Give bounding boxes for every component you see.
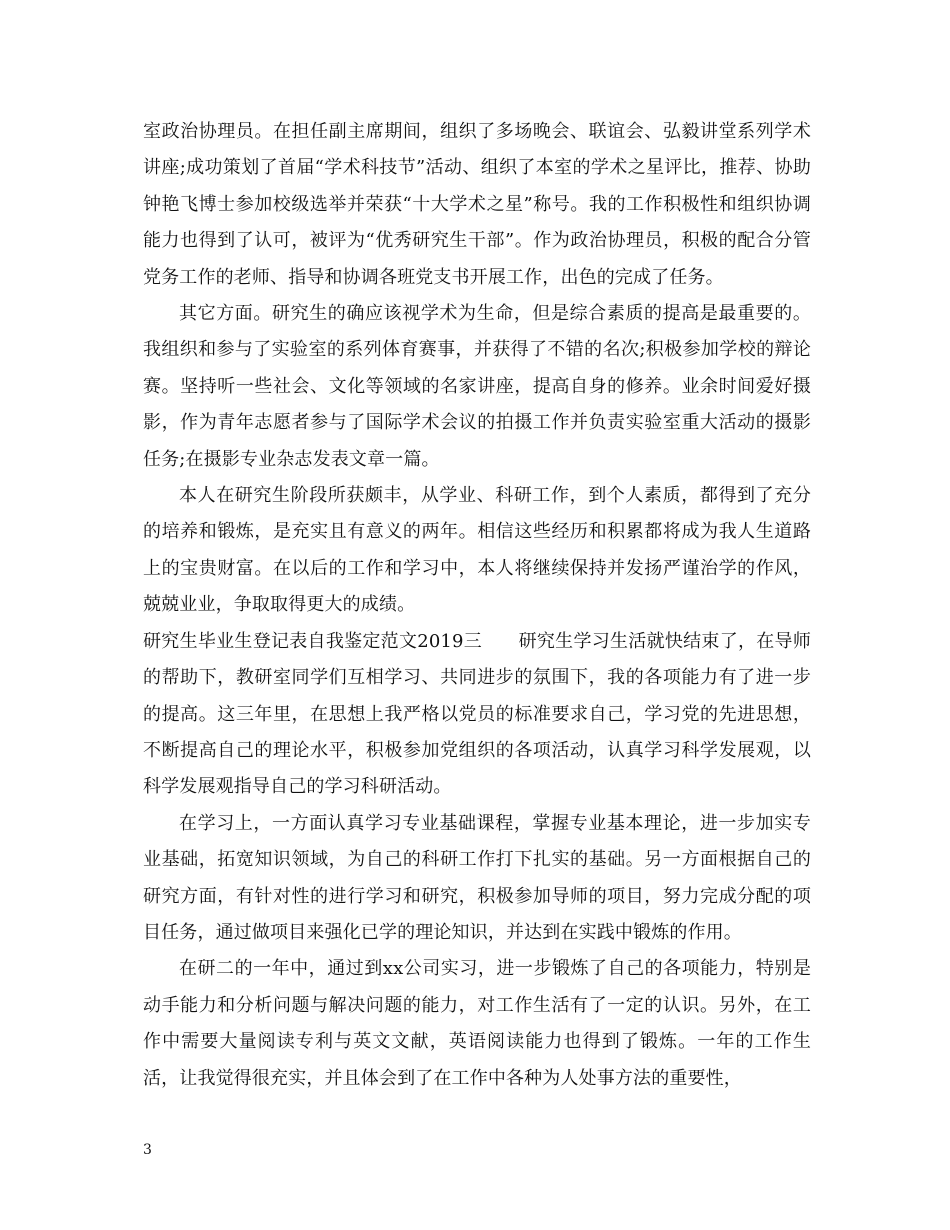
paragraph: 在学习上，一方面认真学习专业基础课程，掌握专业基本理论，进一步加实专业基础，拓宽知识领域，为自己的科研工作打下扎实的基础。另一方面根据自己的研究方面，有针对性的进行学习和研究，积极参加导师的项目，努力完成分配的项目任务，通过做项目来强化已学的理论知识，并达到在实践中锻炼的作用。 (143, 812, 811, 943)
body-text (143, 114, 811, 1097)
paragraph: 其它方面。研究生的确应该视学术为生命，但是综合素质的提高是最重要的。我组织和参与了实验室的系列体育赛事，并获得了不错的名次;积极参加学校的辩论赛。坚持听一些社会、文化等领域的名家讲座，提高自身的修养。业余时间爱好摄影，作为青年志愿者参与了国际学术会议的拍摄工作并负责实验室重大活动的摄影任务;在摄影专业杂志发表文章一篇。 (143, 303, 811, 470)
paragraph: 本人在研究生阶段所获颇丰，从学业、科研工作，到个人素质，都得到了充分的培养和锻炼，是充实且有意义的两年。相信这些经历和积累都将成为我人生道路上的宝贵财富。在以后的工作和学习中，本人将继续保持并发扬严谨治学的作风，兢兢业业，争取取得更大的成绩。 (143, 485, 811, 616)
paragraph: 研究生毕业生登记表自我鉴定范文2019三 研究生学习生活就快结束了，在导师的帮助下，教研室同学们互相学习、共同进步的氛围下，我的各项能力有了进一步的提高。这三年里，在思想上我严格以党员的标准要求自己，学习党的先进思想，不断提高自己的理论水平，积极参加党组织的各项活动，认真学习科学发展观，以科学发展观指导自己的学习科研活动。 (143, 630, 811, 798)
page-number: 3 (143, 1142, 152, 1158)
paragraph: 室政治协理员。在担任副主席期间，组织了多场晚会、联谊会、弘毅讲堂系列学术讲座;成功策划了首届“学术科技节”活动、组织了本室的学术之星评比，推荐、协助钟艳飞博士参加校级选举并荣获“十大学术之星”称号。我的工作积极性和组织协调能力也得到了认可，被评为“优秀研究生干部”。作为政治协理员，积极的配合分管党务工作的老师、指导和协调各班党支书开展工作，出色的完成了任务。 (143, 121, 811, 288)
paragraph: 在研二的一年中，通过到xx公司实习，进一步锻炼了自己的各项能力，特别是动手能力和分析问题与解决问题的能力，对工作生活有了一定的认识。另外，在工作中需要大量阅读专利与英文文献，英语阅读能力也得到了锻炼。一年的工作生活，让我觉得很充实，并且体会到了在工作中各种为人处事方法的重要性， (143, 958, 811, 1089)
